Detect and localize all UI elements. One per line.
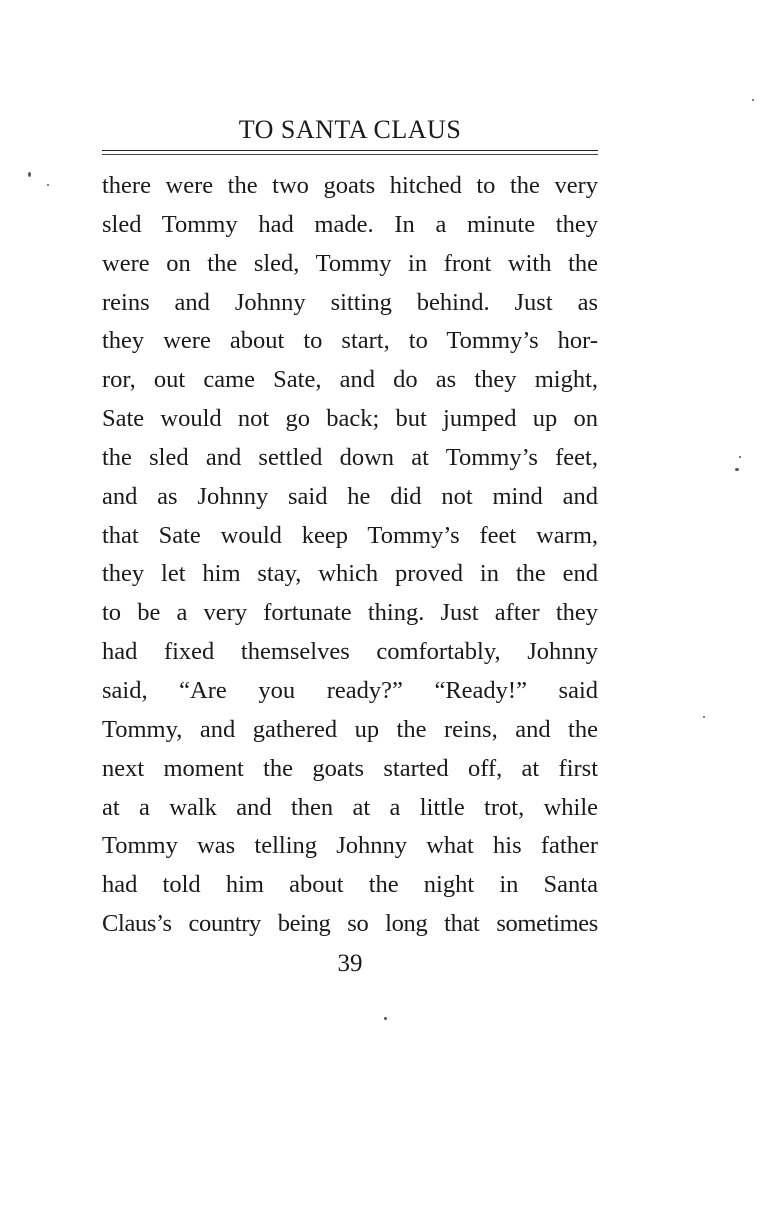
text-line: sled Tommy had made. In a minute they <box>102 210 598 238</box>
text-line: were on the sled, Tommy in front with the <box>102 249 598 277</box>
page-number: 39 <box>337 950 363 977</box>
scan-speck <box>735 468 739 471</box>
text-line: and as Johnny said he did not mind and <box>102 482 598 510</box>
text-line: they let him stay, which proved in the end <box>102 560 598 588</box>
text-line: at a walk and then at a little trot, while <box>102 793 598 821</box>
text-line: there were the two goats hitched to the very <box>102 172 598 199</box>
scan-speck <box>47 184 49 186</box>
text-line: the sled and settled down at Tommy’s feet, <box>102 443 598 471</box>
text-line: they were about to start, to Tommy’s hor- <box>102 327 598 355</box>
running-head: TO SANTA CLAUS <box>238 115 462 144</box>
header-rule <box>102 150 598 155</box>
text-line: reins and Johnny sitting behind. Just as <box>102 288 598 316</box>
scan-speck <box>703 716 705 718</box>
body-text <box>102 167 598 944</box>
text-line: next moment the goats started off, at first <box>102 754 598 782</box>
text-line: said, “Are you ready?” “Ready!” said <box>102 676 598 704</box>
text-line: ror, out came Sate, and do as they might, <box>102 366 598 394</box>
text-line: Tommy, and gathered up the reins, and the <box>102 715 598 743</box>
text-line: Claus’s country being so long that sometimes <box>102 910 598 938</box>
scan-speck <box>28 172 31 177</box>
scan-speck <box>752 99 754 101</box>
text-line: that Sate would keep Tommy’s feet warm, <box>102 521 598 549</box>
text-line: to be a very fortunate thing. Just after they <box>102 599 598 627</box>
text-line: had told him about the night in Santa <box>102 871 598 899</box>
text-line: Tommy was telling Johnny what his father <box>102 832 598 860</box>
scan-speck <box>739 456 741 458</box>
text-line: Sate would not go back; but jumped up on <box>102 405 598 433</box>
text-line: had fixed themselves comfortably, Johnny <box>102 638 598 666</box>
scan-speck <box>384 1017 387 1020</box>
